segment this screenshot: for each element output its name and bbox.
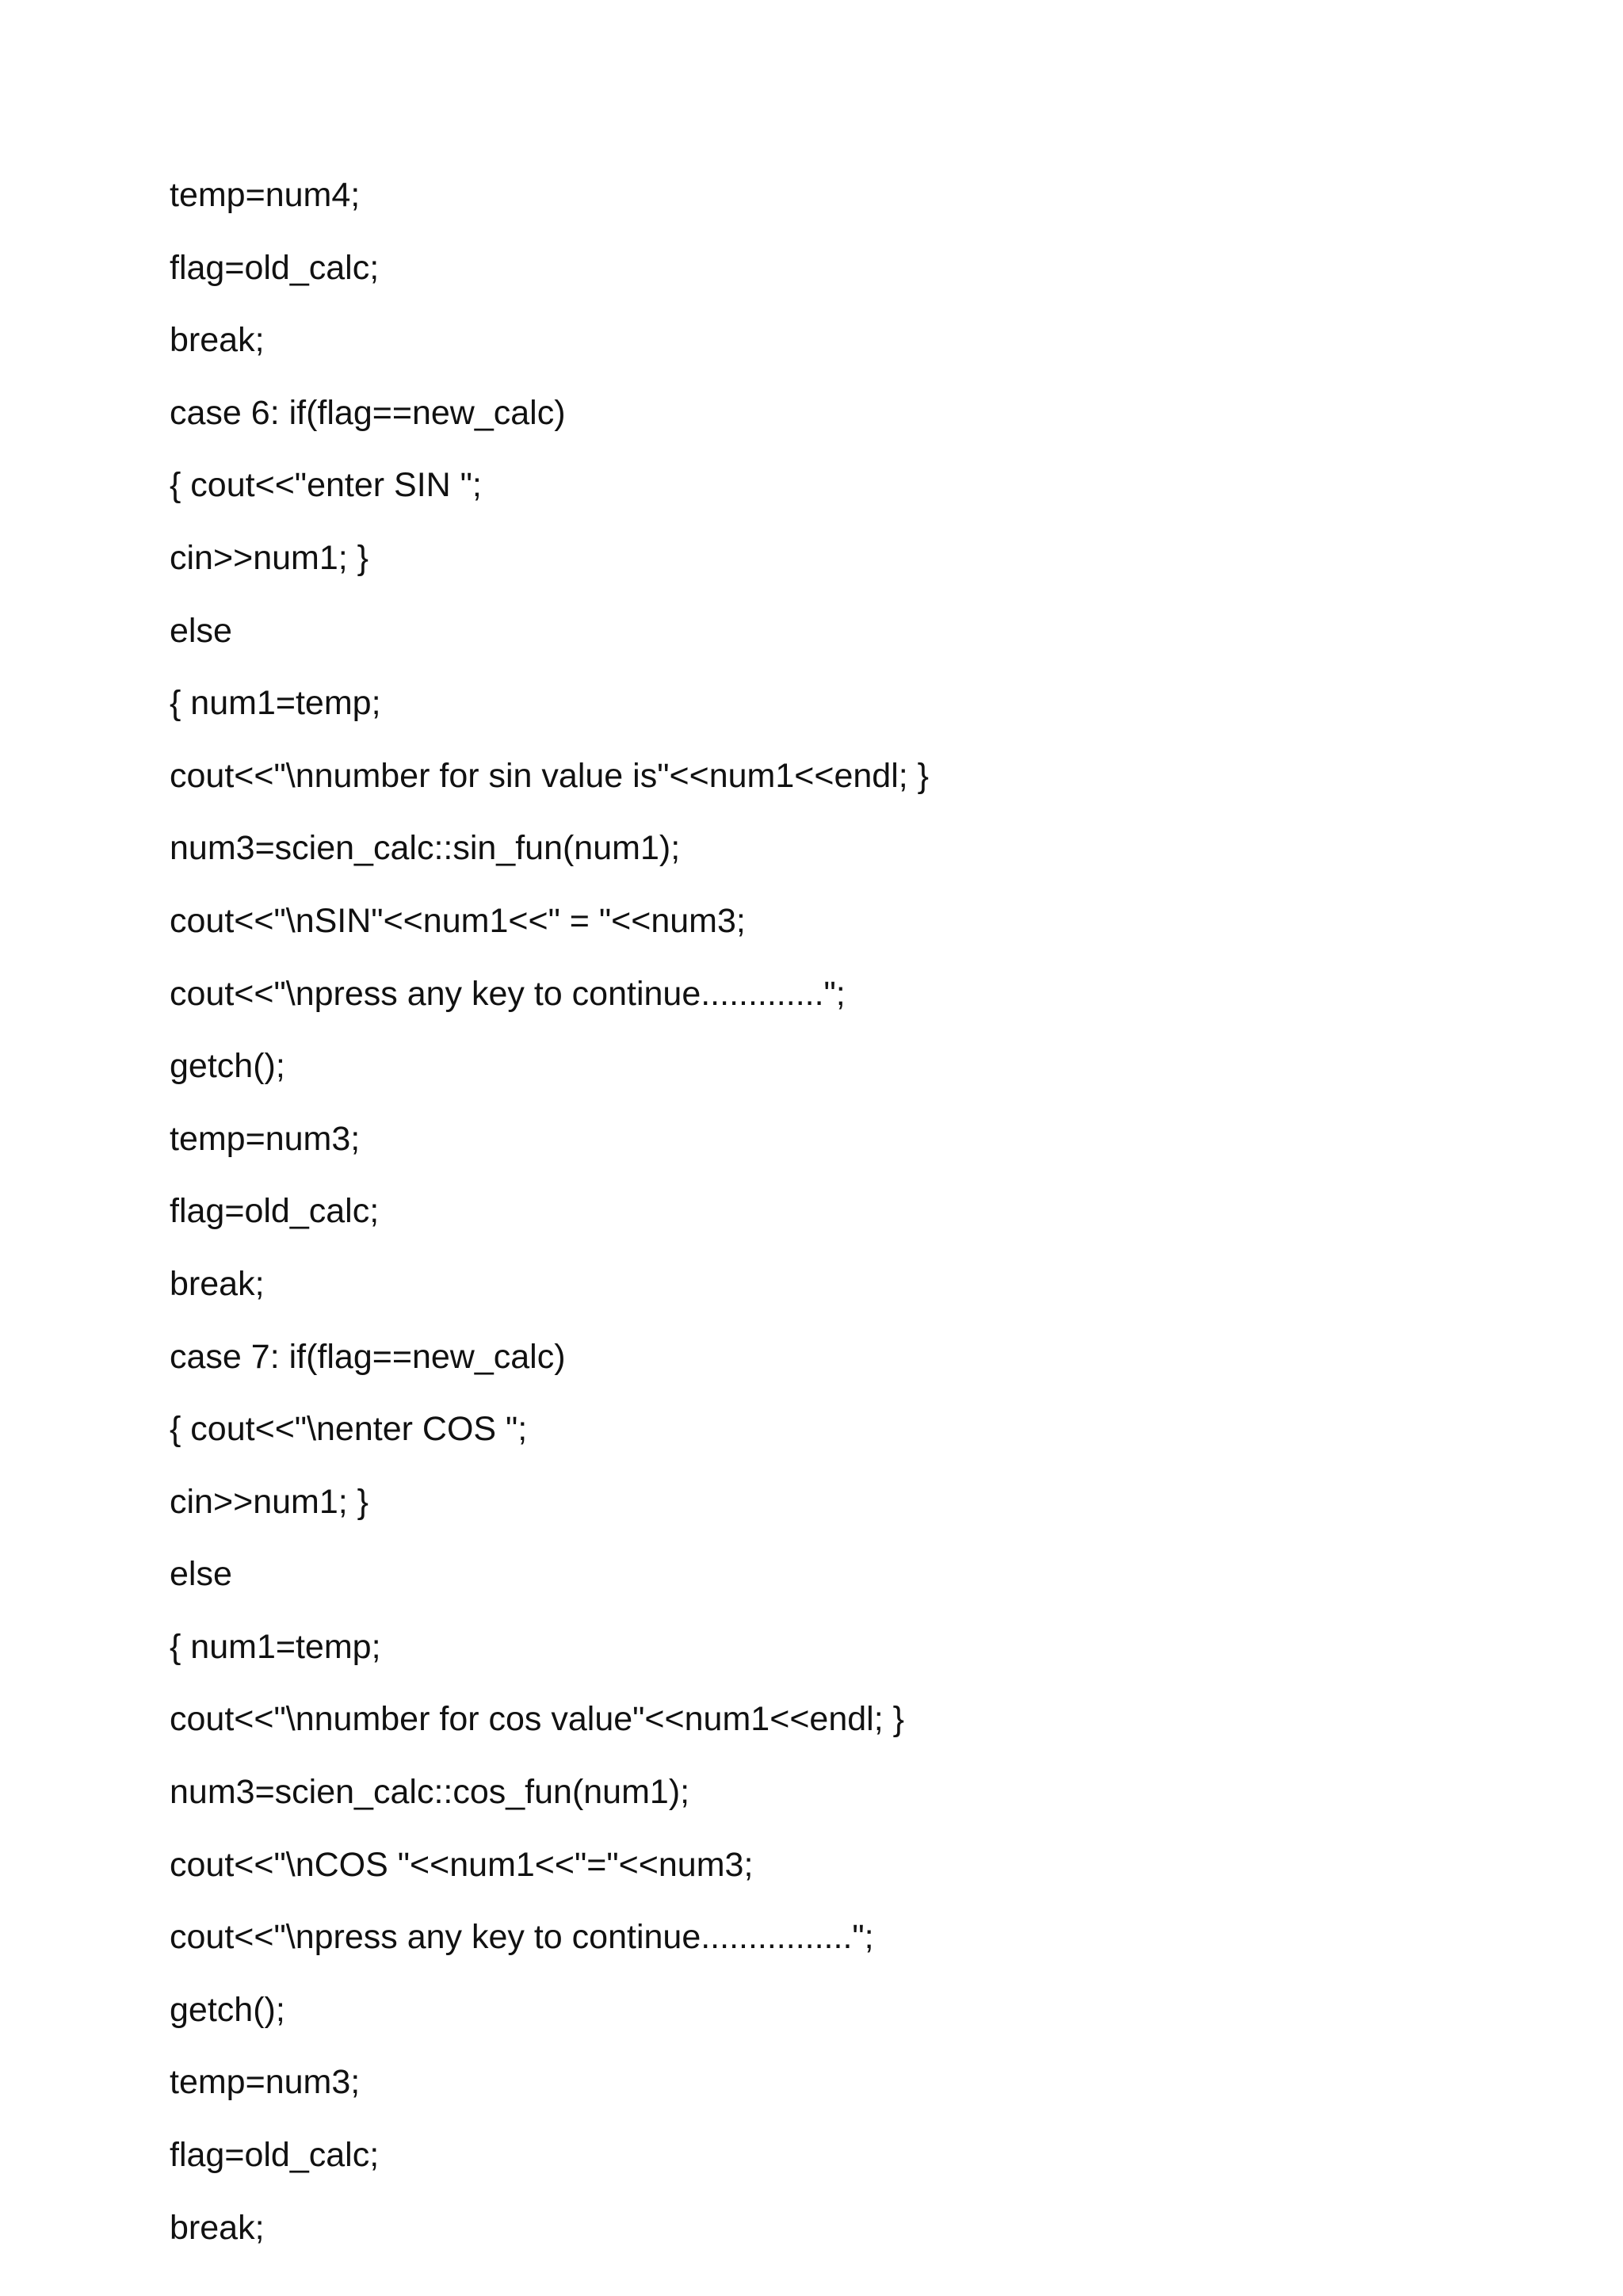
code-line: cout<<"\nnumber for sin value is"<<num1<<endl; } (170, 756, 930, 795)
code-line: else (170, 611, 232, 650)
code-line: cout<<"\npress any key to continue................"; (170, 1918, 874, 1957)
code-line: temp=num4; (170, 176, 361, 214)
code-line: break; (170, 2208, 265, 2247)
code-line: case 6: if(flag==new_calc) (170, 393, 566, 432)
code-line: getch(); (170, 1047, 285, 1086)
code-line: cout<<"\nnumber for cos value"<<num1<<endl; } (170, 1700, 904, 1739)
code-line: else (170, 1555, 232, 1594)
code-line: cout<<"\nSIN"<<num1<<" = "<<num3; (170, 901, 746, 940)
code-line: num3=scien_calc::sin_fun(num1); (170, 829, 681, 868)
code-line: temp=num3; (170, 1119, 361, 1158)
code-line: flag=old_calc; (170, 1192, 380, 1231)
code-line: case 7: if(flag==new_calc) (170, 1337, 566, 1376)
code-line: cin>>num1; } (170, 538, 369, 577)
code-line: { cout<<"enter SIN "; (170, 466, 482, 505)
code-line: temp=num3; (170, 2063, 361, 2102)
code-line: flag=old_calc; (170, 2136, 380, 2175)
code-line: break; (170, 1264, 265, 1303)
code-line: cout<<"\npress any key to continue............."; (170, 974, 846, 1013)
code-line: { num1=temp; (170, 1627, 381, 1666)
code-line: cout<<"\nCOS "<<num1<<"="<<num3; (170, 1845, 754, 1884)
code-line: getch(); (170, 1990, 285, 2029)
code-line: flag=old_calc; (170, 248, 380, 287)
code-listing (170, 166, 929, 2271)
code-line: { num1=temp; (170, 684, 381, 723)
code-line: num3=scien_calc::cos_fun(num1); (170, 1773, 690, 1812)
code-line: break; (170, 321, 265, 360)
code-line: { cout<<"\nenter COS "; (170, 1410, 528, 1449)
code-line: cin>>num1; } (170, 1482, 369, 1521)
